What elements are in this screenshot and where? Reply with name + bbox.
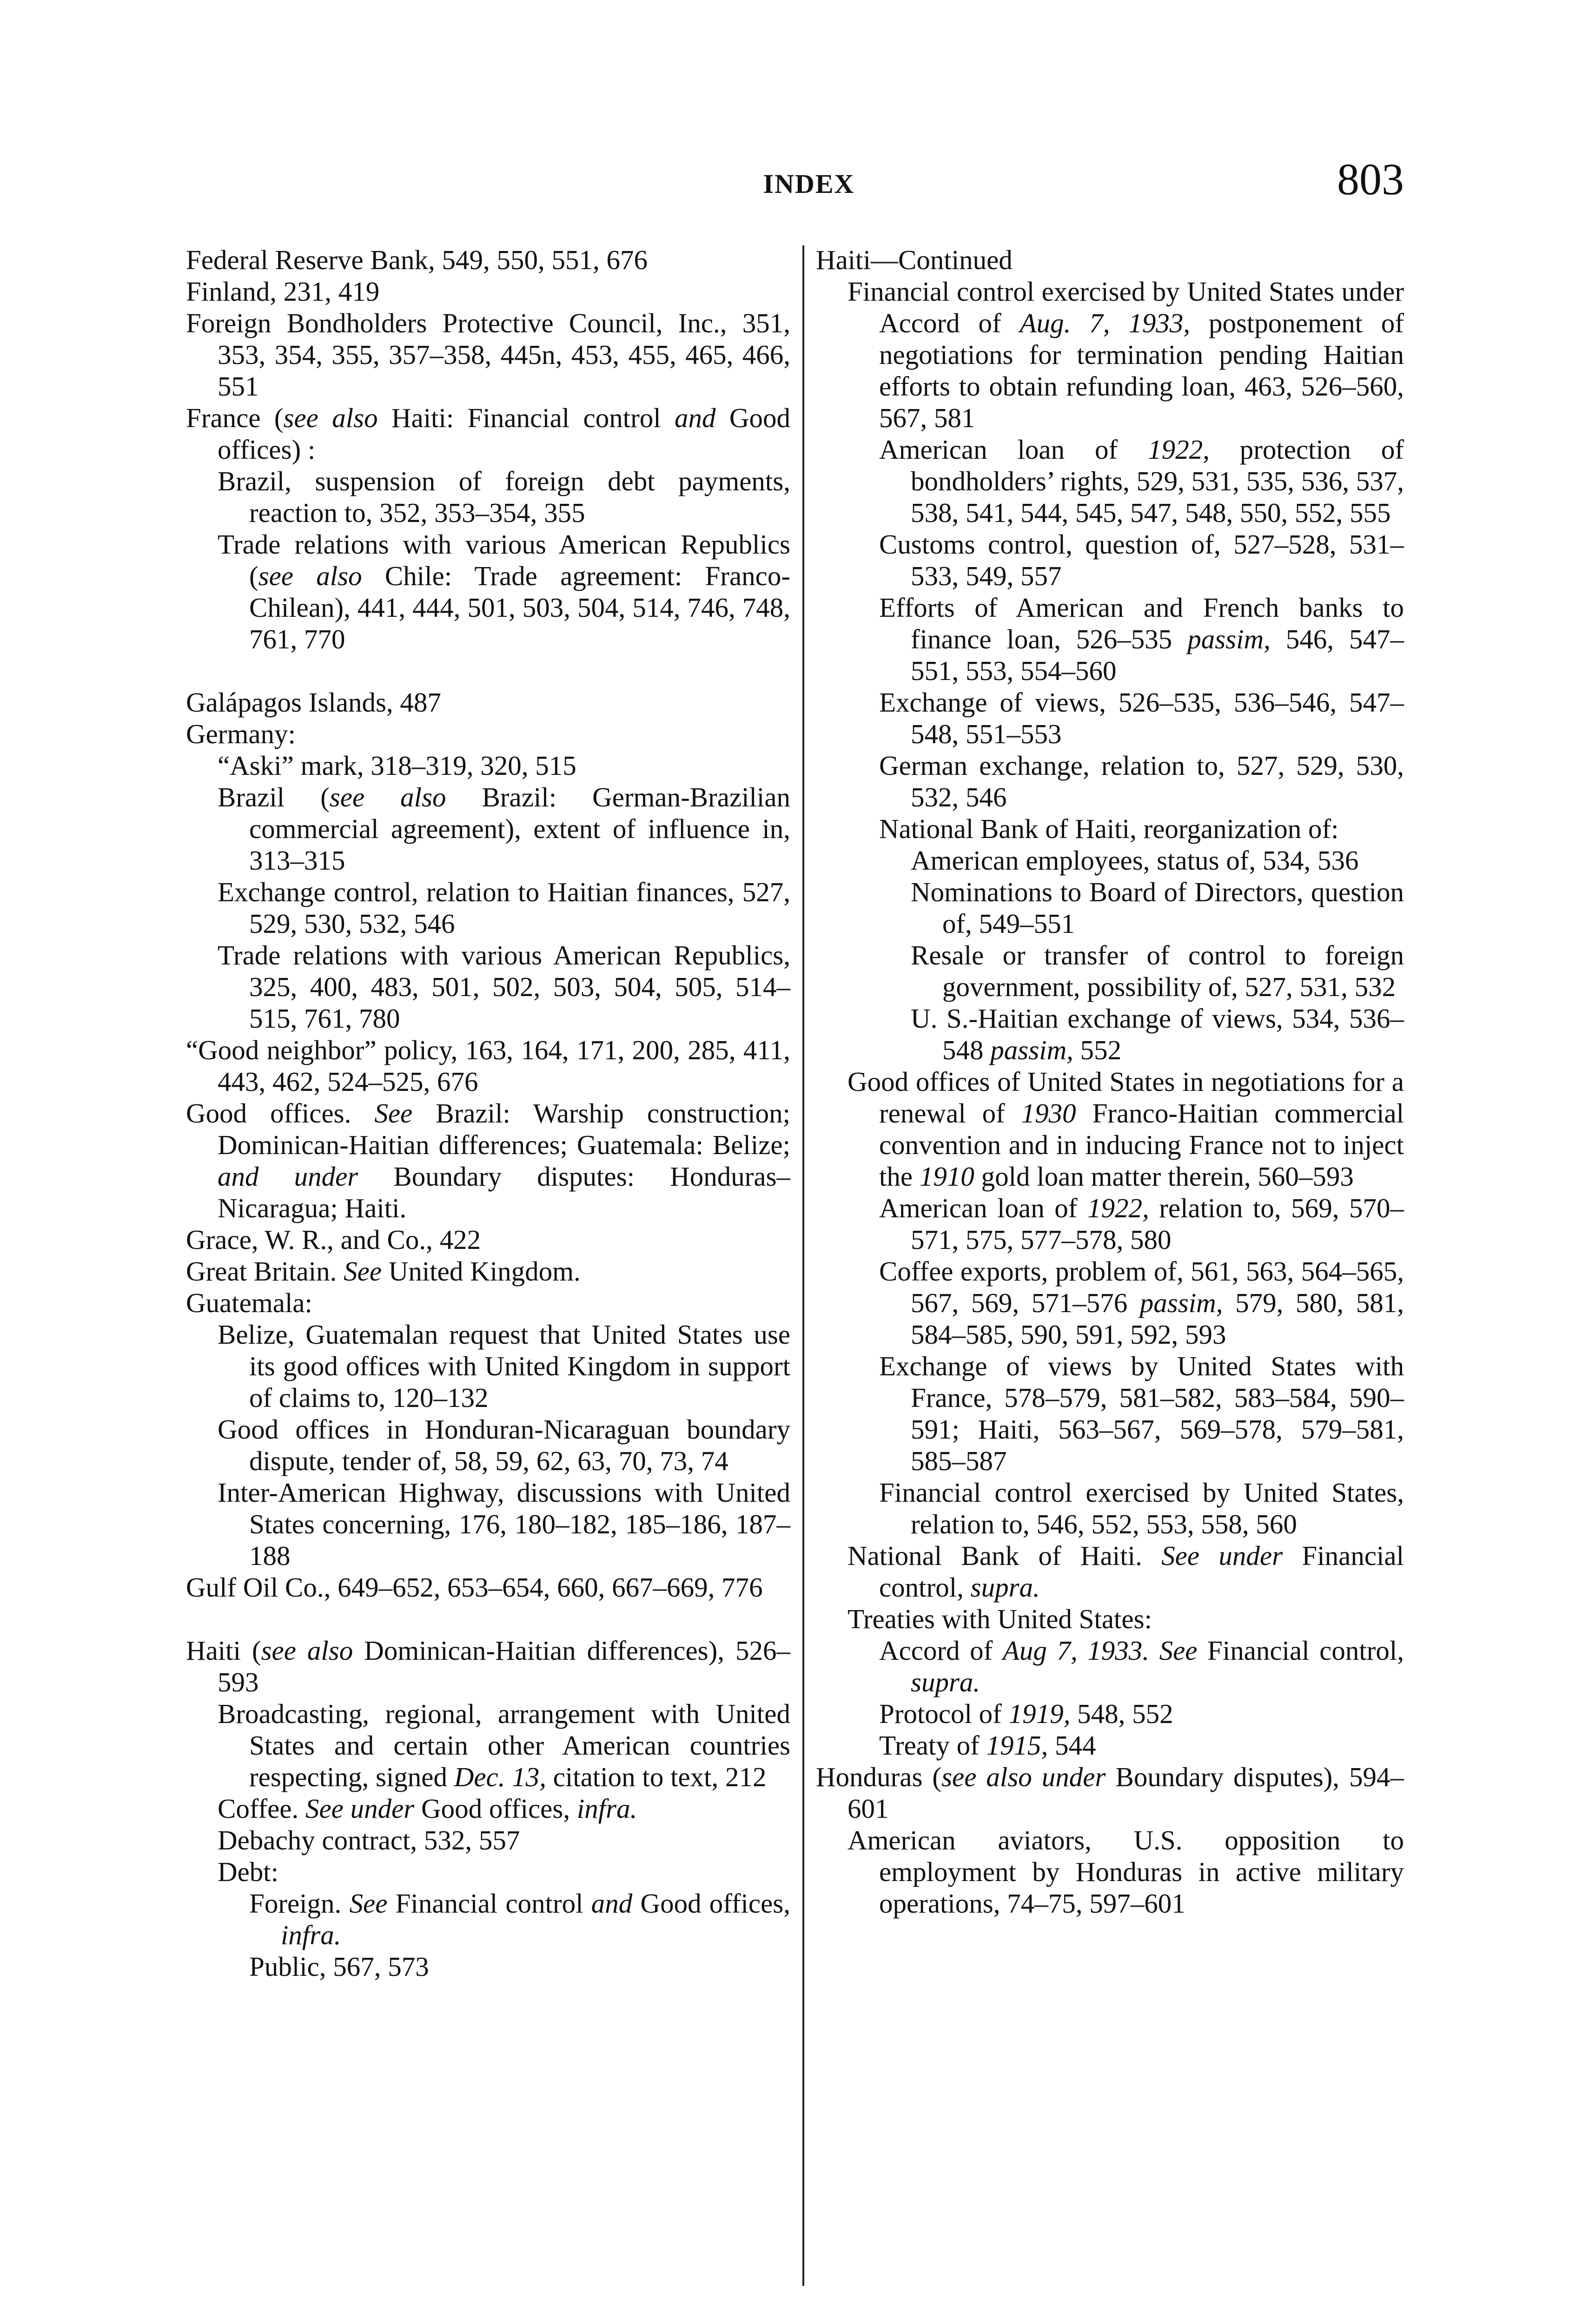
index-entry: Federal Reserve Bank, 549, 550, 551, 676: [186, 244, 648, 275]
index-column-left: [186, 244, 790, 1982]
index-subentry: Trade relations with various American Republics (see also Chile: Trade agreement: Franco-Chilean), 441, 444, 501, 503, 504, 514, 746, 748, 761, 770: [218, 529, 790, 654]
index-entry: Honduras (see also under Boundary disputes), 594–601: [816, 1762, 1404, 1824]
index-subentry: Inter-American Highway, discussions with United States concerning, 176, 180–182, 185–186, 187–188: [218, 1477, 790, 1571]
index-entry: Haiti—Continued: [816, 244, 1013, 275]
index-entry: Guatemala:: [186, 1287, 312, 1318]
column-divider: [802, 245, 804, 2286]
index-subentry: Exchange control, relation to Haitian finances, 527, 529, 530, 532, 546: [218, 877, 790, 939]
index-subsubentry: Treaty of 1915, 544: [879, 1730, 1096, 1761]
index-subentry: Belize, Guatemalan request that United States use its good offices with United Kingdom in support of claims to, 120–132: [218, 1319, 790, 1413]
index-subentry: Debachy contract, 532, 557: [218, 1825, 520, 1855]
index-subsubentry: Protocol of 1919, 548, 552: [879, 1698, 1173, 1729]
index-entry: Good offices. See Brazil: Warship construction; Dominican-Haitian differences; Guatemala: Belize; and under Boundary disputes: Honduras–Nicaragua; Haiti.: [186, 1098, 790, 1223]
index-subsubsubentry: U. S.-Haitian exchange of views, 534, 536–548 passim, 552: [911, 1003, 1404, 1065]
page-number: 803: [1337, 154, 1404, 204]
index-subsubentry: Accord of Aug 7, 1933. See Financial control, supra.: [879, 1635, 1404, 1697]
index-entry: Finland, 231, 419: [186, 276, 380, 307]
index-subentry: American aviators, U.S. opposition to employment by Honduras in active military operations, 74–75, 597–601: [847, 1825, 1404, 1919]
index-subsubentry: Financial control exercised by United States, relation to, 546, 552, 553, 558, 560: [879, 1477, 1404, 1539]
index-subsubentry: Public, 567, 573: [249, 1951, 429, 1982]
index-entry: Germany:: [186, 719, 296, 749]
entry-gap: [186, 1603, 790, 1635]
index-entry: Grace, W. R., and Co., 422: [186, 1224, 481, 1255]
index-subsubentry: Coffee exports, problem of, 561, 563, 564–565, 567, 569, 571–576 passim, 579, 580, 581, 584–585, 590, 591, 592, 593: [879, 1256, 1404, 1350]
index-subsubsubentry: Resale or transfer of control to foreign government, possibility of, 527, 531, 532: [911, 940, 1404, 1002]
index-entry: “Good neighbor” policy, 163, 164, 171, 200, 285, 411, 443, 462, 524–525, 676: [186, 1035, 790, 1097]
index-subsubsubentry: American employees, status of, 534, 536: [911, 845, 1359, 876]
index-subsubentry: American loan of 1922, relation to, 569, 570–571, 575, 577–578, 580: [879, 1193, 1404, 1255]
index-subentry: Trade relations with various American Republics, 325, 400, 483, 501, 502, 503, 504, 505, 514–515, 761, 780: [218, 940, 790, 1034]
index-subentry: Financial control exercised by United States under Accord of Aug. 7, 1933, postponement of negotiations for termination pending Haitian efforts to obtain refunding loan, 463, 526–560, 567, 581: [847, 276, 1404, 433]
index-entry: Gulf Oil Co., 649–652, 653–654, 660, 667–669, 776: [186, 1572, 763, 1603]
index-subsubentry: Exchange of views by United States with France, 578–579, 581–582, 583–584, 590–591; Haiti, 563–567, 569–578, 579–581, 585–587: [879, 1351, 1404, 1476]
index-subentry: Brazil (see also Brazil: German-Brazilian commercial agreement), extent of influence in, 313–315: [218, 782, 791, 876]
index-subentry: Treaties with United States:: [847, 1604, 1152, 1634]
index-subsubentry: German exchange, relation to, 527, 529, 530, 532, 546: [879, 750, 1404, 812]
index-subentry: Debt:: [218, 1856, 279, 1887]
index-subsubsubentry: Nominations to Board of Directors, question of, 549–551: [911, 877, 1404, 939]
index-subsubentry: Exchange of views, 526–535, 536–546, 547–548, 551–553: [879, 687, 1404, 749]
index-subsubentry: Efforts of American and French banks to finance loan, 526–535 passim, 546, 547–551, 553, 554–560: [879, 592, 1404, 686]
index-subentry: National Bank of Haiti. See under Financial control, supra.: [847, 1540, 1404, 1603]
index-subentry: Good offices of United States in negotiations for a renewal of 1930 Franco-Haitian commercial convention and in inducing France not to inject the 1910 gold loan matter therein, 560–593: [847, 1066, 1404, 1192]
index-subentry: Coffee. See under Good offices, infra.: [218, 1793, 637, 1824]
index-subsubentry: Foreign. See Financial control and Good offices, infra.: [249, 1888, 790, 1950]
index-entry: Haiti (see also Dominican-Haitian differences), 526–593: [186, 1635, 790, 1697]
index-entry: Foreign Bondholders Protective Council, Inc., 351, 353, 354, 355, 357–358, 445n, 453, 455, 465, 466, 551: [186, 308, 790, 402]
index-subentry: “Aski” mark, 318–319, 320, 515: [218, 750, 576, 781]
index-entry: Great Britain. See United Kingdom.: [186, 1256, 581, 1287]
entry-gap: [186, 655, 790, 687]
index-subentry: Brazil, suspension of foreign debt payments, reaction to, 352, 353–354, 355: [218, 466, 790, 528]
index-subsubentry: Customs control, question of, 527–528, 531–533, 549, 557: [879, 529, 1404, 591]
index-subentry: Good offices in Honduran-Nicaraguan boundary dispute, tender of, 58, 59, 62, 63, 70, 73, 74: [218, 1414, 790, 1476]
index-entry: Galápagos Islands, 487: [186, 687, 441, 718]
index-entry: France (see also Haiti: Financial control and Good offices) :: [186, 403, 790, 465]
index-column-right: [816, 244, 1404, 1919]
index-subentry: Broadcasting, regional, arrangement with United States and certain other American countries respecting, signed Dec. 13, citation to text, 212: [218, 1698, 790, 1792]
index-subsubentry: American loan of 1922, protection of bondholders’ rights, 529, 531, 535, 536, 537, 538, 541, 544, 545, 547, 548, 550, 552, 555: [879, 434, 1404, 528]
running-header-title: INDEX: [763, 169, 855, 199]
index-subsubentry: National Bank of Haiti, reorganization of:: [879, 813, 1339, 844]
